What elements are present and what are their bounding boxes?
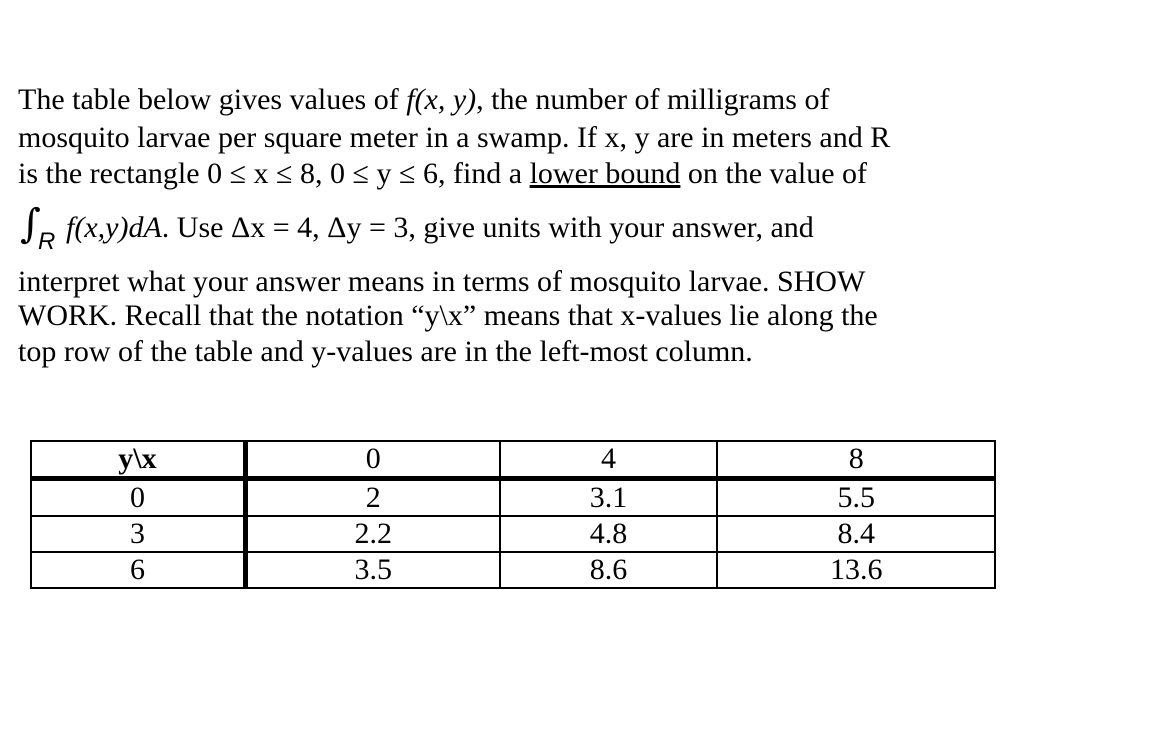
table-row [31, 552, 995, 588]
table-cell: 2 [245, 479, 499, 517]
emphasis-lower-bound: lower bound [529, 157, 681, 190]
problem-text: on the value of [680, 157, 868, 190]
problem-text: , find a [437, 157, 530, 190]
problem-text: is the rectangle [18, 157, 208, 190]
problem-line-3 [18, 156, 867, 192]
table-cell: 5.5 [717, 479, 995, 517]
x-header-cell: 0 [245, 441, 499, 479]
table-cell: 3.5 [245, 552, 499, 588]
region-inequality: 0 ≤ x ≤ 8, 0 ≤ y ≤ 6 [207, 157, 438, 190]
problem-text: . Use [161, 211, 231, 244]
table-row [31, 479, 995, 517]
problem-text: top row of the table and y-values are in the left-most column. [18, 335, 753, 368]
table-header-row [31, 441, 995, 479]
integrand: f(x,y)dA [66, 211, 162, 244]
integral-region: R [38, 228, 56, 255]
table-corner-cell: y\x [31, 441, 245, 479]
problem-line-4 [18, 201, 814, 255]
problem-line-2 [18, 120, 890, 156]
problem-text: , give units with your answer, and [408, 211, 814, 244]
table-cell: 8.6 [500, 552, 718, 588]
problem-text: interpret what your answer means in terms of mosquito larvae. SHOW [18, 265, 866, 298]
values-table [30, 440, 996, 589]
table-cell: 3.1 [500, 479, 718, 517]
problem-text: mosquito larvae per square meter in a swamp. If x, y are in meters and R [18, 121, 891, 154]
table-cell: 8.4 [717, 516, 995, 552]
problem-text: WORK. Recall that the notation “y\x” means that x-values lie along the [18, 299, 878, 332]
x-header-cell: 4 [500, 441, 718, 479]
problem-line-1 [18, 82, 829, 118]
table-row [31, 516, 995, 552]
table-cell: 13.6 [717, 552, 995, 588]
problem-line-5 [18, 264, 865, 300]
y-header-cell: 6 [31, 552, 245, 588]
step-sizes: Δx = 4, Δy = 3 [230, 211, 409, 244]
function-notation: f(x, y) [406, 83, 477, 116]
problem-line-7 [18, 334, 753, 370]
problem-text: , the number of milligrams of [476, 83, 830, 116]
y-header-cell: 3 [31, 516, 245, 552]
table-cell: 2.2 [245, 516, 499, 552]
x-header-cell: 8 [717, 441, 995, 479]
problem-text: The table below gives values of [18, 83, 407, 116]
table-cell: 4.8 [500, 516, 718, 552]
integral-sign-icon: ∫ R [18, 210, 66, 246]
problem-line-6 [18, 298, 878, 334]
y-header-cell: 0 [31, 479, 245, 517]
